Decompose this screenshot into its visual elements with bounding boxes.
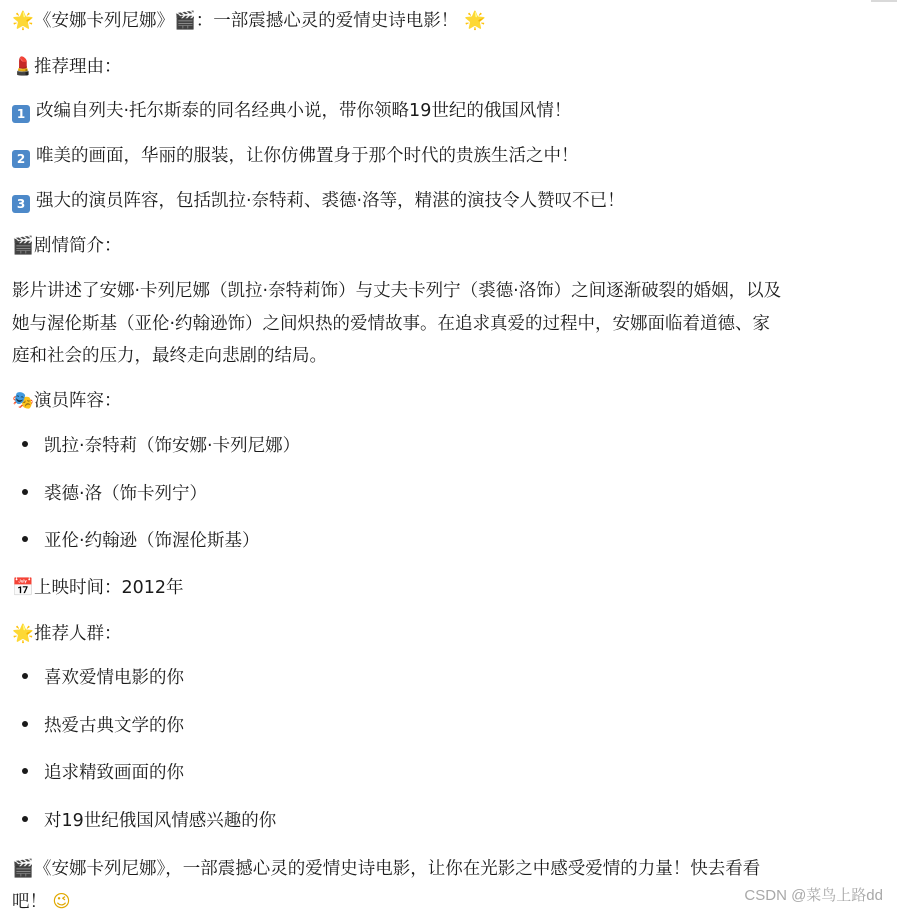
- audience-item: 热爱古典文学的你: [44, 716, 184, 736]
- reason-item: [12, 95, 889, 127]
- bullet-icon: [22, 489, 28, 495]
- plot-heading-text: 剧情简介：: [34, 236, 122, 256]
- closing-text: 吧！: [12, 892, 47, 912]
- cast-heading-text: 演员阵容：: [34, 391, 122, 411]
- plot-line: 她与渥伦斯基（亚伦·约翰逊饰）之间炽热的爱情故事。在追求真爱的过程中，安娜面临着道德、家: [12, 308, 889, 341]
- bullet-icon: [22, 768, 28, 774]
- list-item: [22, 757, 889, 789]
- list-item: [22, 662, 889, 694]
- cast-heading: [12, 385, 889, 417]
- plot-line: 影片讲述了安娜·卡列尼娜（凯拉·奈特莉饰）与丈夫卡列宁（裘德·洛饰）之间逐渐破裂的婚姻，以及: [12, 275, 889, 308]
- plot-paragraph: [12, 275, 889, 373]
- release-text: 上映时间：2012年: [34, 578, 184, 598]
- audience-heading: [12, 618, 889, 650]
- bullet-icon: [22, 536, 28, 542]
- star-icon: 🌟: [464, 5, 485, 37]
- calendar-icon: 📅: [12, 572, 33, 604]
- top-edge-divider: [871, 0, 897, 2]
- plot-heading: [12, 230, 889, 262]
- list-item: [22, 430, 889, 462]
- closing-line: [12, 853, 889, 886]
- reason-text: 唯美的画面，华丽的服装，让你仿佛置身于那个时代的贵族生活之中！: [36, 146, 579, 166]
- bullet-icon: [22, 816, 28, 822]
- list-item: [22, 525, 889, 557]
- cast-member: 裘德·洛（饰卡列宁）: [44, 484, 207, 504]
- reasons-heading-text: 推荐理由：: [34, 57, 122, 77]
- closing-text: 《安娜卡列尼娜》，一部震撼心灵的爱情史诗电影，让你在光影之中感受爱情的力量！快去看看: [34, 859, 760, 879]
- headline-text: 《安娜卡列尼娜》🎬：一部震撼心灵的爱情史诗电影！: [34, 11, 458, 31]
- keycap-three-icon: 3: [12, 195, 30, 213]
- cast-member: 凯拉·奈特莉（饰安娜·卡列尼娜）: [44, 436, 300, 456]
- list-item: [22, 478, 889, 510]
- list-item: [22, 710, 889, 742]
- theater-masks-icon: 🎭: [12, 385, 33, 417]
- audience-item: 对19世纪俄国风情感兴趣的你: [44, 811, 276, 831]
- reason-item: [12, 140, 889, 172]
- clapperboard-icon: 🎬: [12, 853, 33, 886]
- clapperboard-icon: 🎬: [12, 230, 33, 262]
- reason-item: [12, 185, 889, 217]
- lipstick-icon: 💄: [12, 51, 33, 83]
- star-icon: 🌟: [12, 618, 33, 650]
- cast-member: 亚伦·约翰逊（饰渥伦斯基）: [44, 531, 260, 551]
- bullet-icon: [22, 441, 28, 447]
- audience-item: 喜欢爱情电影的你: [44, 668, 184, 688]
- plot-line: 庭和社会的压力，最终走向悲剧的结局。: [12, 340, 889, 373]
- bullet-icon: [22, 721, 28, 727]
- winking-face-icon: 😉: [51, 886, 72, 918]
- star-icon: 🌟: [12, 5, 33, 37]
- release-date: [12, 572, 889, 604]
- reason-text: 改编自列夫·托尔斯泰的同名经典小说，带你领略19世纪的俄国风情！: [36, 101, 571, 121]
- audience-heading-text: 推荐人群：: [34, 624, 122, 644]
- watermark: CSDN @菜鸟上路dd: [744, 884, 883, 905]
- list-item: [22, 805, 889, 837]
- reasons-heading: [12, 51, 889, 83]
- headline: [12, 5, 889, 37]
- keycap-one-icon: 1: [12, 105, 30, 123]
- reason-text: 强大的演员阵容，包括凯拉·奈特莉、裘德·洛等，精湛的演技令人赞叹不已！: [36, 191, 625, 211]
- keycap-two-icon: 2: [12, 150, 30, 168]
- bullet-icon: [22, 673, 28, 679]
- audience-item: 追求精致画面的你: [44, 763, 184, 783]
